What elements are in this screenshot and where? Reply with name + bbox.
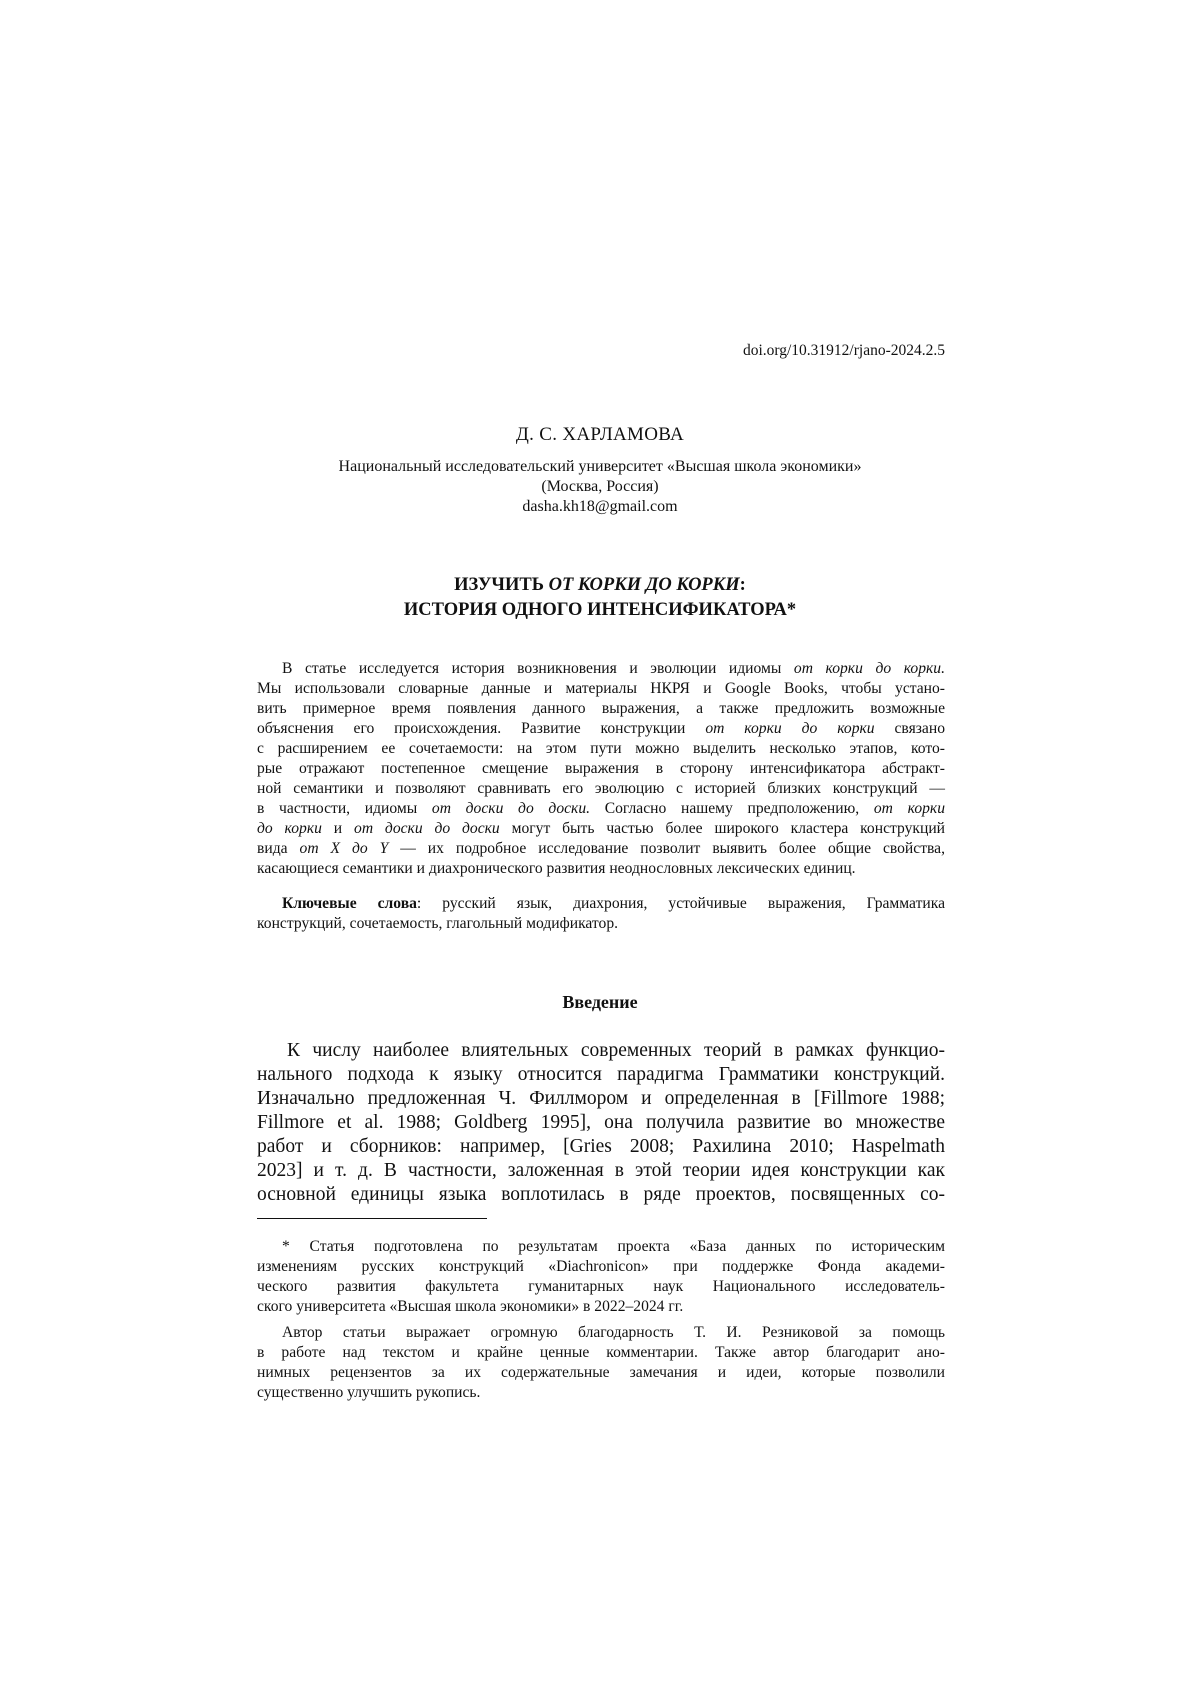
keywords-line: [282, 895, 945, 913]
abstract-text: — их подробное исследование позволит выявить более общие свойства,: [388, 840, 945, 857]
section-heading: Введение: [562, 992, 638, 1012]
abstract-line: с расширением ее сочетаемости: на этом пути можно выделить несколько этапов, кото-: [257, 740, 945, 757]
paragraph-line: основной единицы языка воплотилась в ряде проектов, посвященных со-: [257, 1184, 945, 1205]
abstract-line: [257, 800, 945, 818]
paragraph-line: Fillmore et al. 1988; Goldberg 1995], она получила развитие во множестве: [257, 1112, 945, 1133]
footnote-line: ческого развития факультета гуманитарных наук Национального исследователь-: [257, 1278, 945, 1295]
footnote-line: ского университета «Высшая школа экономики» в 2022–2024 гг.: [257, 1298, 684, 1315]
keywords-line: конструкций, сочетаемость, глагольный модификатор.: [257, 915, 619, 932]
keywords-label: Ключевые слова: [282, 895, 417, 912]
abstract-text: связано: [894, 720, 945, 737]
footnote-line: Автор статьи выражает огромную благодарность Т. И. Резниковой за помощь: [282, 1324, 945, 1341]
title-part: ИЗУЧИТЬ: [454, 575, 549, 595]
abstract-line: ной семантики и позволяют сравнивать его эволюцию с историей близких конструкций —: [257, 780, 945, 797]
abstract-line: вить примерное время появления данного выражения, а также предложить возможные: [257, 700, 945, 717]
paragraph-line: работ и сборников: например, [Gries 2008; Рахилина 2010; Haspelmath: [257, 1136, 945, 1157]
abstract-idiom: от доски до доски.: [431, 800, 591, 817]
abstract-idiom: до корки: [257, 820, 322, 837]
abstract-line: [257, 820, 945, 838]
abstract-idiom: от корки: [873, 800, 946, 817]
keywords-text: : русский язык, диахрония, устойчивые выражения, Грамматика: [416, 895, 945, 912]
abstract-line: рые отражают постепенное смещение выражения в сторону интенсификатора абстракт-: [257, 760, 945, 777]
paper-title-line-1: [0, 575, 1200, 596]
abstract-line: [257, 840, 945, 858]
abstract-line: касающиеся семантики и диахронического развития неоднословных лексических единиц.: [257, 860, 856, 877]
abstract-idiom: от корки до корки.: [793, 660, 945, 677]
abstract-text: вида: [257, 840, 300, 857]
paper-title-line-2: ИСТОРИЯ ОДНОГО ИНТЕНСИФИКАТОРА*: [403, 600, 797, 620]
abstract-text: В статье исследуется история возникновения и эволюции идиомы: [282, 660, 794, 677]
footnote-line: существенно улучшить рукопись.: [257, 1384, 481, 1401]
title-colon: :: [739, 575, 746, 595]
abstract-idiom: от корки до корки: [705, 720, 875, 737]
doi-link[interactable]: doi.org/10.31912/rjano-2024.2.5: [742, 342, 945, 359]
abstract-line: [257, 720, 945, 738]
abstract-text: и: [321, 820, 355, 837]
abstract-text: объяснения его происхождения. Развитие конструкции: [257, 720, 686, 737]
paragraph-line: 2023] и т. д. В частности, заложенная в этой теории идея конструкции как: [257, 1160, 945, 1181]
affiliation-line: Национальный исследовательский университет «Высшая школа экономики»: [338, 458, 862, 475]
affiliation-location: (Москва, Россия): [541, 478, 659, 495]
footnote-line: в работе над текстом и крайне ценные комментарии. Также автор благодарит ано-: [257, 1344, 945, 1361]
abstract-text: могут быть частью более широкого кластера конструкций: [499, 820, 946, 837]
footnote-divider: [257, 1218, 487, 1219]
abstract-idiom: от X до Y: [299, 840, 389, 857]
abstract-idiom: от доски до доски: [354, 820, 500, 837]
paragraph-line: Изначально предложенная Ч. Филлмором и определенная в [Fillmore 1988;: [257, 1088, 945, 1109]
abstract-text: Согласно нашему предположению,: [590, 800, 874, 817]
footnote-line: * Статья подготовлена по результатам проекта «База данных по историческим: [282, 1238, 945, 1255]
abstract-line: [282, 660, 945, 678]
paragraph-line: нального подхода к языку относится парадигма Грамматики конструкций.: [257, 1064, 945, 1085]
footnote-line: нимных рецензентов за их содержательные замечания и идеи, которые позволили: [257, 1364, 945, 1381]
abstract-line: Мы использовали словарные данные и материалы НКРЯ и Google Books, чтобы устано-: [257, 680, 945, 697]
title-idiom: ОТ КОРКИ ДО КОРКИ: [548, 575, 740, 595]
abstract-text: в частности, идиомы: [257, 800, 432, 817]
author-name: Д. С. ХАРЛАМОВА: [515, 424, 685, 445]
footnote-line: изменениям русских конструкций «Diachronicon» при поддержке Фонда академи-: [257, 1258, 945, 1275]
paragraph-line: К числу наиболее влиятельных современных теорий в рамках функцио-: [287, 1040, 945, 1061]
author-email[interactable]: dasha.kh18@gmail.com: [522, 498, 678, 515]
